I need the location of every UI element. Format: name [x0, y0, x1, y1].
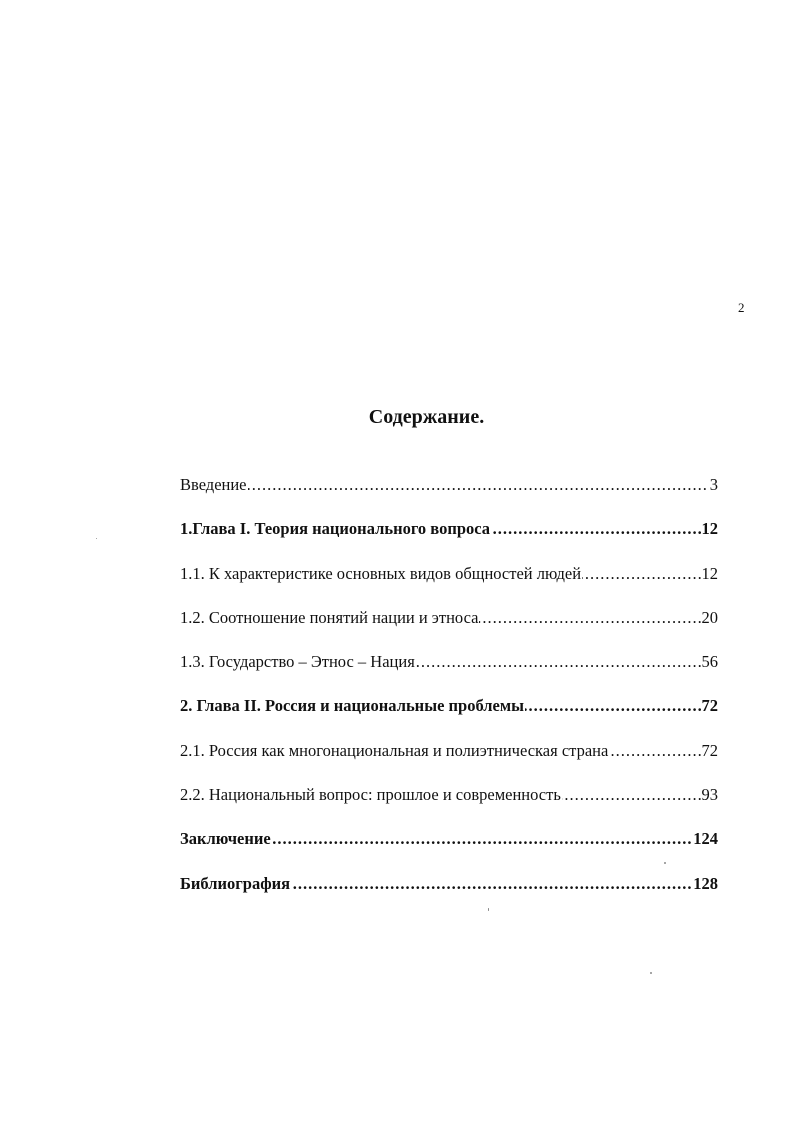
toc-entry-label: Библиография: [180, 873, 291, 893]
toc-entry-page: 12: [701, 519, 718, 539]
toc-entry-section-1-3: [180, 651, 718, 673]
toc-entry-section-1-1: [180, 563, 718, 585]
toc-entry-label: 1.Глава I. Теория национального вопроса: [180, 519, 491, 539]
scan-speck: [488, 908, 489, 911]
scan-speck: [664, 862, 666, 864]
toc-entry-chapter-1: [180, 518, 718, 540]
table-of-contents: [180, 474, 718, 917]
toc-entry-introduction: [180, 474, 718, 496]
toc-entry-page: 72: [701, 696, 718, 716]
toc-entry-section-2-1: [180, 740, 718, 762]
toc-entry-label: Заключение: [180, 829, 271, 849]
toc-entry-label: 1.2. Соотношение понятий нации и этноса: [180, 607, 479, 627]
toc-dot-leader: [180, 474, 718, 496]
toc-entry-section-1-2: [180, 607, 718, 629]
toc-entry-page: 124: [693, 829, 718, 849]
toc-entry-page: 128: [693, 873, 718, 893]
toc-entry-page: 72: [701, 740, 718, 760]
toc-entry-label: 2.1. Россия как многонациональная и полиэтническая страна: [180, 740, 609, 760]
toc-entry-chapter-2: [180, 695, 718, 717]
toc-entry-bibliography: [180, 873, 718, 895]
toc-entry-label: 1.1. К характеристике основных видов общностей людей: [180, 563, 582, 583]
page-number: 2: [738, 300, 745, 315]
toc-entry-label: 2.2. Национальный вопрос: прошлое и современность: [180, 785, 561, 805]
toc-entry-page: 20: [701, 607, 718, 627]
toc-entry-label: Введение: [180, 475, 247, 494]
toc-entry-label: 2. Глава II. Россия и национальные проблемы: [180, 696, 524, 716]
toc-entry-page: 3: [709, 475, 718, 494]
toc-entry-page: 56: [701, 652, 718, 672]
toc-entry-section-2-2: [180, 784, 718, 806]
scan-speck: [650, 972, 652, 974]
toc-entry-page: 12: [701, 563, 718, 583]
toc-entry-conclusion: [180, 828, 718, 850]
scan-speck: [96, 538, 97, 539]
toc-entry-label: 1.3. Государство – Этнос – Нация: [180, 652, 415, 672]
toc-entry-page: 93: [701, 785, 718, 805]
toc-title: Содержание.: [368, 406, 485, 428]
